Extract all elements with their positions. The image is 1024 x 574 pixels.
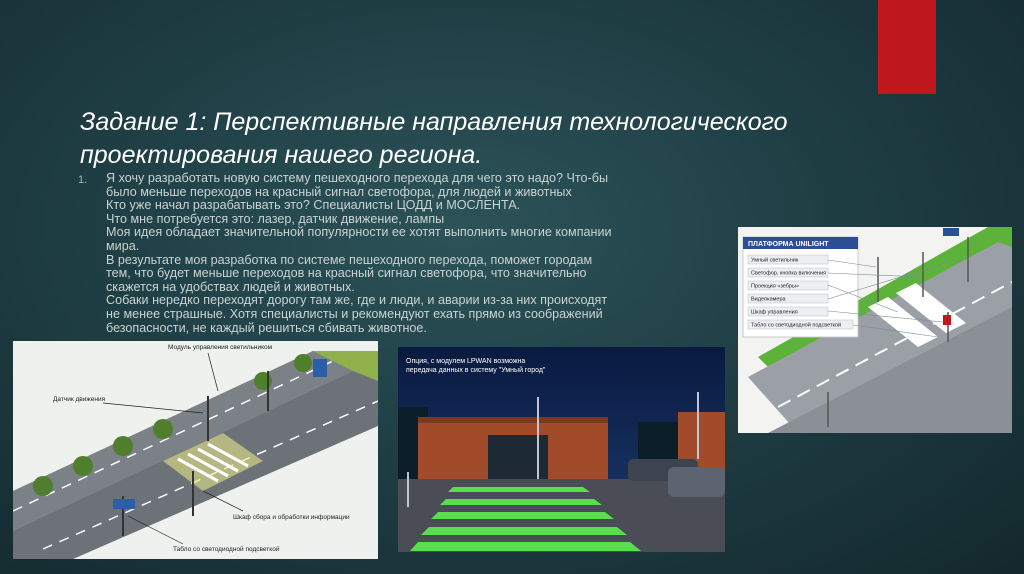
illustration-unilight-platform [738, 227, 1012, 433]
legend-item: Проекция «зебры» [751, 283, 800, 290]
body-line: скажется на удобствах людей и животных. [106, 279, 355, 294]
label-board: Табло со светодиодной подсветкой [173, 546, 280, 553]
label-module: Модуль управления светильником [168, 344, 273, 351]
brand-title: ПЛАТФОРМА UNILIGHT [748, 241, 829, 248]
illustration-road-crossing [13, 341, 378, 559]
caption-line-2: передача данных в систему "Умный город" [406, 367, 546, 374]
title-line-2: проектирования нашего региона. [80, 141, 483, 169]
body-line: В результате моя разработка по системе пешеходного перехода, поможет городам [106, 252, 593, 267]
body-line: Собаки нередко переходят дорогу там же, где и люди, и аварии из-за них происходят [106, 293, 608, 308]
body-text [106, 172, 726, 335]
body-line: мира. [106, 238, 140, 253]
body-line: Моя идея обладает значительной популярности ее хотят выполнить многие компании [106, 225, 612, 240]
label-sensor: Датчик движения [53, 396, 106, 403]
body-line: безопасности, не каждый решиться сбивать животное. [106, 320, 427, 335]
legend-item: Шкаф управления [751, 309, 798, 316]
body-line: было меньше переходов на красный сигнал светофора, для людей и животных [106, 184, 572, 199]
legend-item: Умный светильник [751, 257, 799, 264]
slide-title [80, 106, 880, 172]
legend-item: Светофор, кнопка включения [751, 270, 827, 277]
list-marker: 1. [78, 174, 88, 186]
accent-bar [878, 0, 936, 94]
body-line: Что мне потребуется это: лазер, датчик движение, лампы [106, 211, 445, 226]
legend-item: Табло со светодиодной подсветкой [751, 322, 842, 329]
illustration-night-crossing [398, 347, 725, 552]
body-line: Кто уже начал разрабатывать это? Специалисты ЦОДД и МОСЛЕНТА. [106, 198, 521, 213]
legend-item: Видеокамера [751, 296, 786, 303]
body-line: не менее страшные. Хотя специалисты и рекомендуют ехать прямо из соображений [106, 306, 603, 321]
title-line-1: Задание 1: Перспективные направления технологического [80, 108, 788, 136]
caption-line-1: Опция, с модулем LPWAN возможна [406, 358, 526, 365]
body-line: тем, что будет меньше переходов на красный сигнал светофора, что значительно [106, 266, 587, 281]
label-cabinet: Шкаф сбора и обработки информации [233, 514, 350, 521]
body-line: Я хочу разработать новую систему пешеходного перехода для чего это надо? Что-бы [106, 171, 609, 185]
